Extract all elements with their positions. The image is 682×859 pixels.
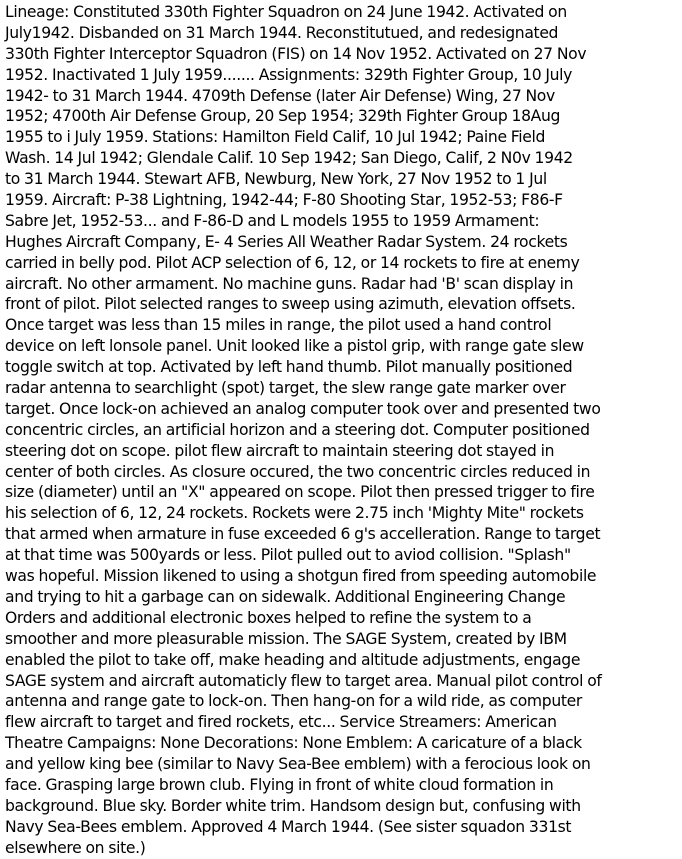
text-line: concentric circles, an artificial horizon and a steering dot. Computer positioned bbox=[5, 420, 590, 439]
text-line: Once target was less than 15 miles in range, the pilot used a hand control bbox=[5, 316, 552, 335]
text-line: his selection of 6, 12, 24 rockets. Rockets were 2.75 inch 'Mighty Mite" rockets bbox=[5, 504, 584, 523]
text-line: aircraft. No other armament. No machine guns. Radar had 'B' scan display in bbox=[5, 274, 574, 293]
text-line: Navy Sea-Bees emblem. Approved 4 March 1944. (See sister squadon 331st bbox=[5, 817, 572, 836]
text-line: front of pilot. Pilot selected ranges to sweep using azimuth, elevation offsets. bbox=[5, 295, 576, 314]
text-line: Sabre Jet, 1952-53... and F-86-D and L models 1955 to 1959 Armament: bbox=[5, 211, 540, 230]
text-line: steering dot on scope. pilot flew aircraft to maintain steering dot stayed in bbox=[5, 441, 555, 460]
text-line: device on left lonsole panel. Unit looked like a pistol grip, with range gate slew bbox=[5, 337, 584, 356]
text-line: background. Blue sky. Border white trim. Handsom design but, confusing with bbox=[5, 796, 581, 815]
text-line: was hopeful. Mission likened to using a shotgun fired from speeding automobile bbox=[5, 567, 597, 586]
text-line: target. Once lock-on achieved an analog computer took over and presented two bbox=[5, 399, 601, 418]
text-line: 1942- to 31 March 1944. 4709th Defense (later Air Defense) Wing, 27 Nov bbox=[5, 86, 555, 105]
text-line: size (diameter) until an "X" appeared on scope. Pilot then pressed trigger to fire bbox=[5, 483, 595, 502]
text-line: flew aircraft to target and fired rockets, etc... Service Streamers: American bbox=[5, 713, 557, 732]
text-line: Lineage: Constituted 330th Fighter Squadron on 24 June 1942. Activated on bbox=[5, 3, 567, 21]
squadron-history-text bbox=[5, 2, 678, 859]
text-line: that armed when armature in fuse exceeded 6 g's accelleration. Range to target bbox=[5, 525, 601, 544]
text-line: SAGE system and aircraft automaticly flew to target area. Manual pilot control of bbox=[5, 671, 602, 690]
text-line: smoother and more pleasurable mission. The SAGE System, created by IBM bbox=[5, 629, 567, 648]
text-line: 1952. Inactivated 1 July 1959....... Assignments: 329th Fighter Group, 10 July bbox=[5, 65, 573, 84]
text-line: 1952; 4700th Air Defense Group, 20 Sep 1954; 329th Fighter Group 18Aug bbox=[5, 107, 561, 126]
text-line: toggle switch at top. Activated by left hand thumb. Pilot manually positioned bbox=[5, 358, 573, 377]
text-line: center of both circles. As closure occured, the two concentric circles reduced in bbox=[5, 462, 591, 481]
text-line: Theatre Campaigns: None Decorations: None Emblem: A caricature of a black bbox=[5, 734, 582, 753]
text-line: elsewhere on site.) bbox=[5, 838, 146, 857]
text-line: enabled the pilot to take off, make heading and altitude adjustments, engage bbox=[5, 650, 581, 669]
text-line: to 31 March 1944. Stewart AFB, Newburg, New York, 27 Nov 1952 to 1 Jul bbox=[5, 170, 547, 189]
text-line: at that time was 500yards or less. Pilot pulled out to aviod collision. "Splash" bbox=[5, 546, 571, 565]
text-line: radar antenna to searchlight (spot) target, the slew range gate marker over bbox=[5, 379, 566, 398]
text-line: and yellow king bee (similar to Navy Sea-Bee emblem) with a ferocious look on bbox=[5, 755, 591, 774]
text-line: 1959. Aircraft: P-38 Lightning, 1942-44; F-80 Shooting Star, 1952-53; F86-F bbox=[5, 191, 563, 210]
text-line: Wash. 14 Jul 1942; Glendale Calif. 10 Sep 1942; San Diego, Calif, 2 N0v 1942 bbox=[5, 149, 573, 168]
text-line: and trying to hit a garbage can on sidewalk. Additional Engineering Change bbox=[5, 587, 566, 606]
text-line: Orders and additional electronic boxes helped to refine the system to a bbox=[5, 608, 532, 627]
text-line: antenna and range gate to lock-on. Then hang-on for a wild ride, as computer bbox=[5, 692, 582, 711]
text-line: 330th Fighter Interceptor Squadron (FIS) on 14 Nov 1952. Activated on 27 Nov bbox=[5, 44, 587, 63]
text-line: face. Grasping large brown club. Flying in front of white cloud formation in bbox=[5, 775, 554, 794]
text-line: Hughes Aircraft Company, E- 4 Series All Weather Radar System. 24 rockets bbox=[5, 232, 568, 251]
text-line: 1955 to i July 1959. Stations: Hamilton Field Calif, 10 Jul 1942; Paine Field bbox=[5, 128, 546, 147]
text-line: carried in belly pod. Pilot ACP selection of 6, 12, or 14 rockets to fire at enemy bbox=[5, 253, 580, 272]
text-line: July1942. Disbanded on 31 March 1944. Reconstitutued, and redesignated bbox=[5, 23, 559, 42]
